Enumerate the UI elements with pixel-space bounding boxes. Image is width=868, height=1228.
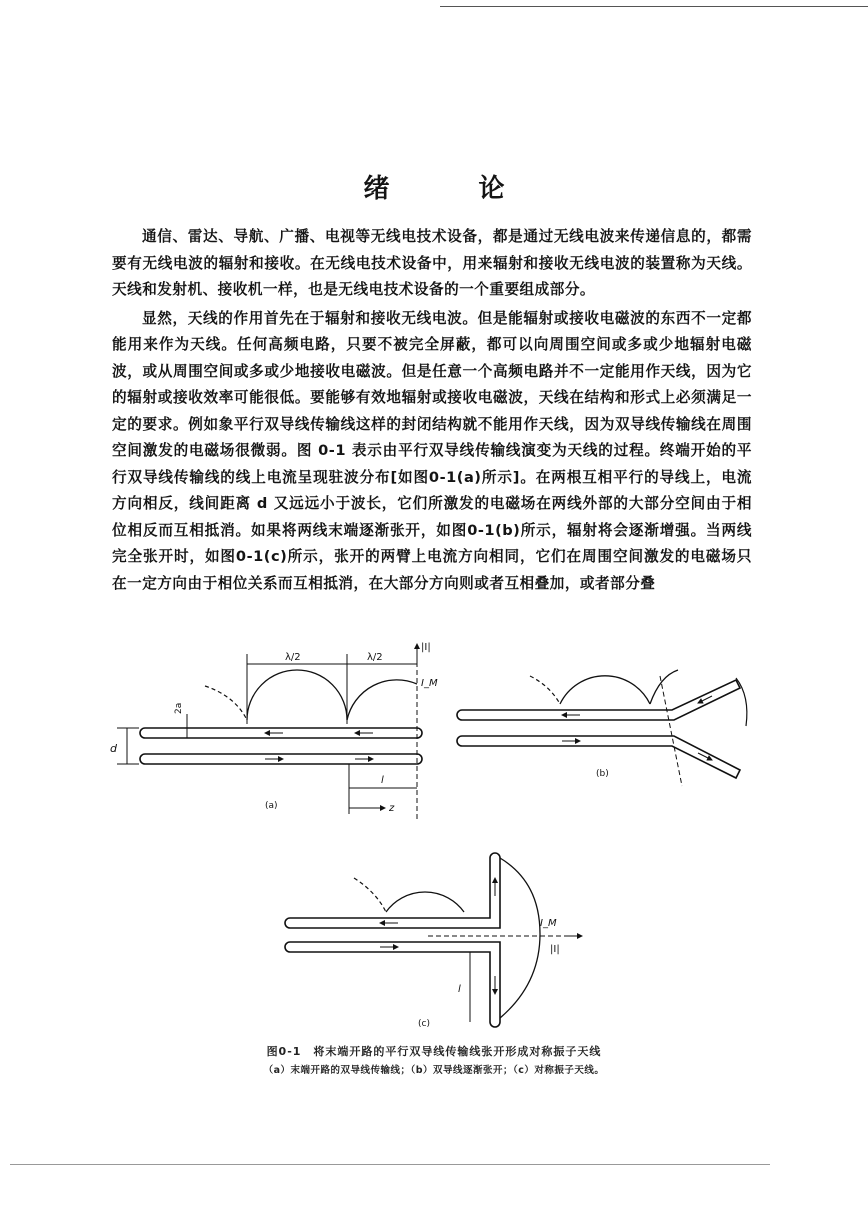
- figure-b: [450, 656, 760, 796]
- figure-caption: 图0-1 将末端开路的平行双导线传输线张开形成对称振子天线: [266, 1045, 602, 1058]
- body-text: [112, 224, 752, 599]
- upper-conductor: [457, 680, 740, 720]
- standing-wave-curve: [247, 670, 347, 720]
- scan-edge-line-bottom: [10, 1164, 770, 1165]
- figure-a: [105, 636, 438, 826]
- figure-c-sublabel: (c): [418, 1019, 430, 1029]
- standing-wave-curve: [386, 892, 464, 912]
- figure-c: [278, 852, 598, 1032]
- length-label: l: [458, 984, 461, 995]
- spacing-label: d: [110, 742, 117, 755]
- max-current-label: I_M: [421, 678, 438, 689]
- standing-wave-curve: [560, 676, 650, 704]
- standing-wave-curve: [347, 680, 417, 720]
- z-axis-label: z: [389, 803, 395, 814]
- current-axis-label: |I|: [421, 642, 431, 653]
- upper-dipole-arm: [285, 853, 500, 928]
- standing-wave-curve-dashed: [530, 676, 560, 704]
- standing-wave-curve: [650, 670, 678, 704]
- lower-dipole-arm: [285, 942, 500, 1027]
- max-current-label: I_M: [540, 918, 557, 929]
- half-wave-label: λ/2: [285, 652, 301, 663]
- standing-wave-curve-dashed: [205, 686, 247, 720]
- half-wave-label: λ/2: [367, 652, 383, 663]
- standing-wave-curve-dashed: [354, 878, 386, 912]
- current-distribution-curve: [500, 858, 540, 1018]
- page-title: 绪 论: [363, 174, 545, 204]
- reference-line: [660, 676, 682, 786]
- current-axis-label: |I|: [550, 944, 560, 955]
- paragraph-2: 显然，天线的作用首先在于辐射和接收无线电波。但是能辐射或接收电磁波的东西不一定都能用来作为天线。任何高频电路，只要不被完全屏蔽，都可以向周围空间或多或少地辐射电磁波，或从周围空间或多或少地接收电磁波。但是任意一个高频电路并不一定能用作天线，因为它的辐射或接收效率可能很低。要能够有效地辐射或接收电磁波，天线在结构和形式上必须满足一定的要求。例如象平行双导线传输线这样的封闭结构就不能用作天线，因为双导线传输线在周围空间激发的电磁场很微弱。图 0-1 表示由平行双导线传输线演变为天线的过程。终端开始的平行双导线传输线的线上电流呈现驻波分布[如图0-1(a)所示]。在两根互相平行的导线上，电流方向相反，线间距离 d 又远远小于波长，它们所激发的电磁场在两线外部的大部分空间由于相位相反而互相抵消。如果将两线末端逐渐张开，如图0-1(b)所示，辐射将会逐渐增强。当两线完全张开时，如图0-1(c)所示，张开的两臂上电流方向相同，它们在周围空间激发的电磁场只在一定方向由于相位关系而互相抵消，在大部分方向则或者互相叠加，或者部分叠: [112, 309, 752, 592]
- wire-diameter-label: 2a: [174, 702, 184, 714]
- length-label: l: [381, 775, 384, 786]
- standing-wave-curve: [736, 678, 747, 726]
- figure-b-sublabel: (b): [596, 769, 609, 779]
- figure-subcaption: （a）末端开路的双导线传输线；（b）双导线逐渐张开；（c）对称振子天线。: [263, 1065, 605, 1076]
- scan-edge-line-top: [440, 6, 868, 7]
- paragraph-1: 通信、雷达、导航、广播、电视等无线电技术设备，都是通过无线电波来传递信息的，都需要有无线电波的辐射和接收。在无线电技术设备中，用来辐射和接收无线电波的装置称为天线。天线和发射机、接收机一样，也是无线电技术设备的一个重要组成部分。: [112, 228, 752, 298]
- figure-a-sublabel: (a): [265, 801, 278, 811]
